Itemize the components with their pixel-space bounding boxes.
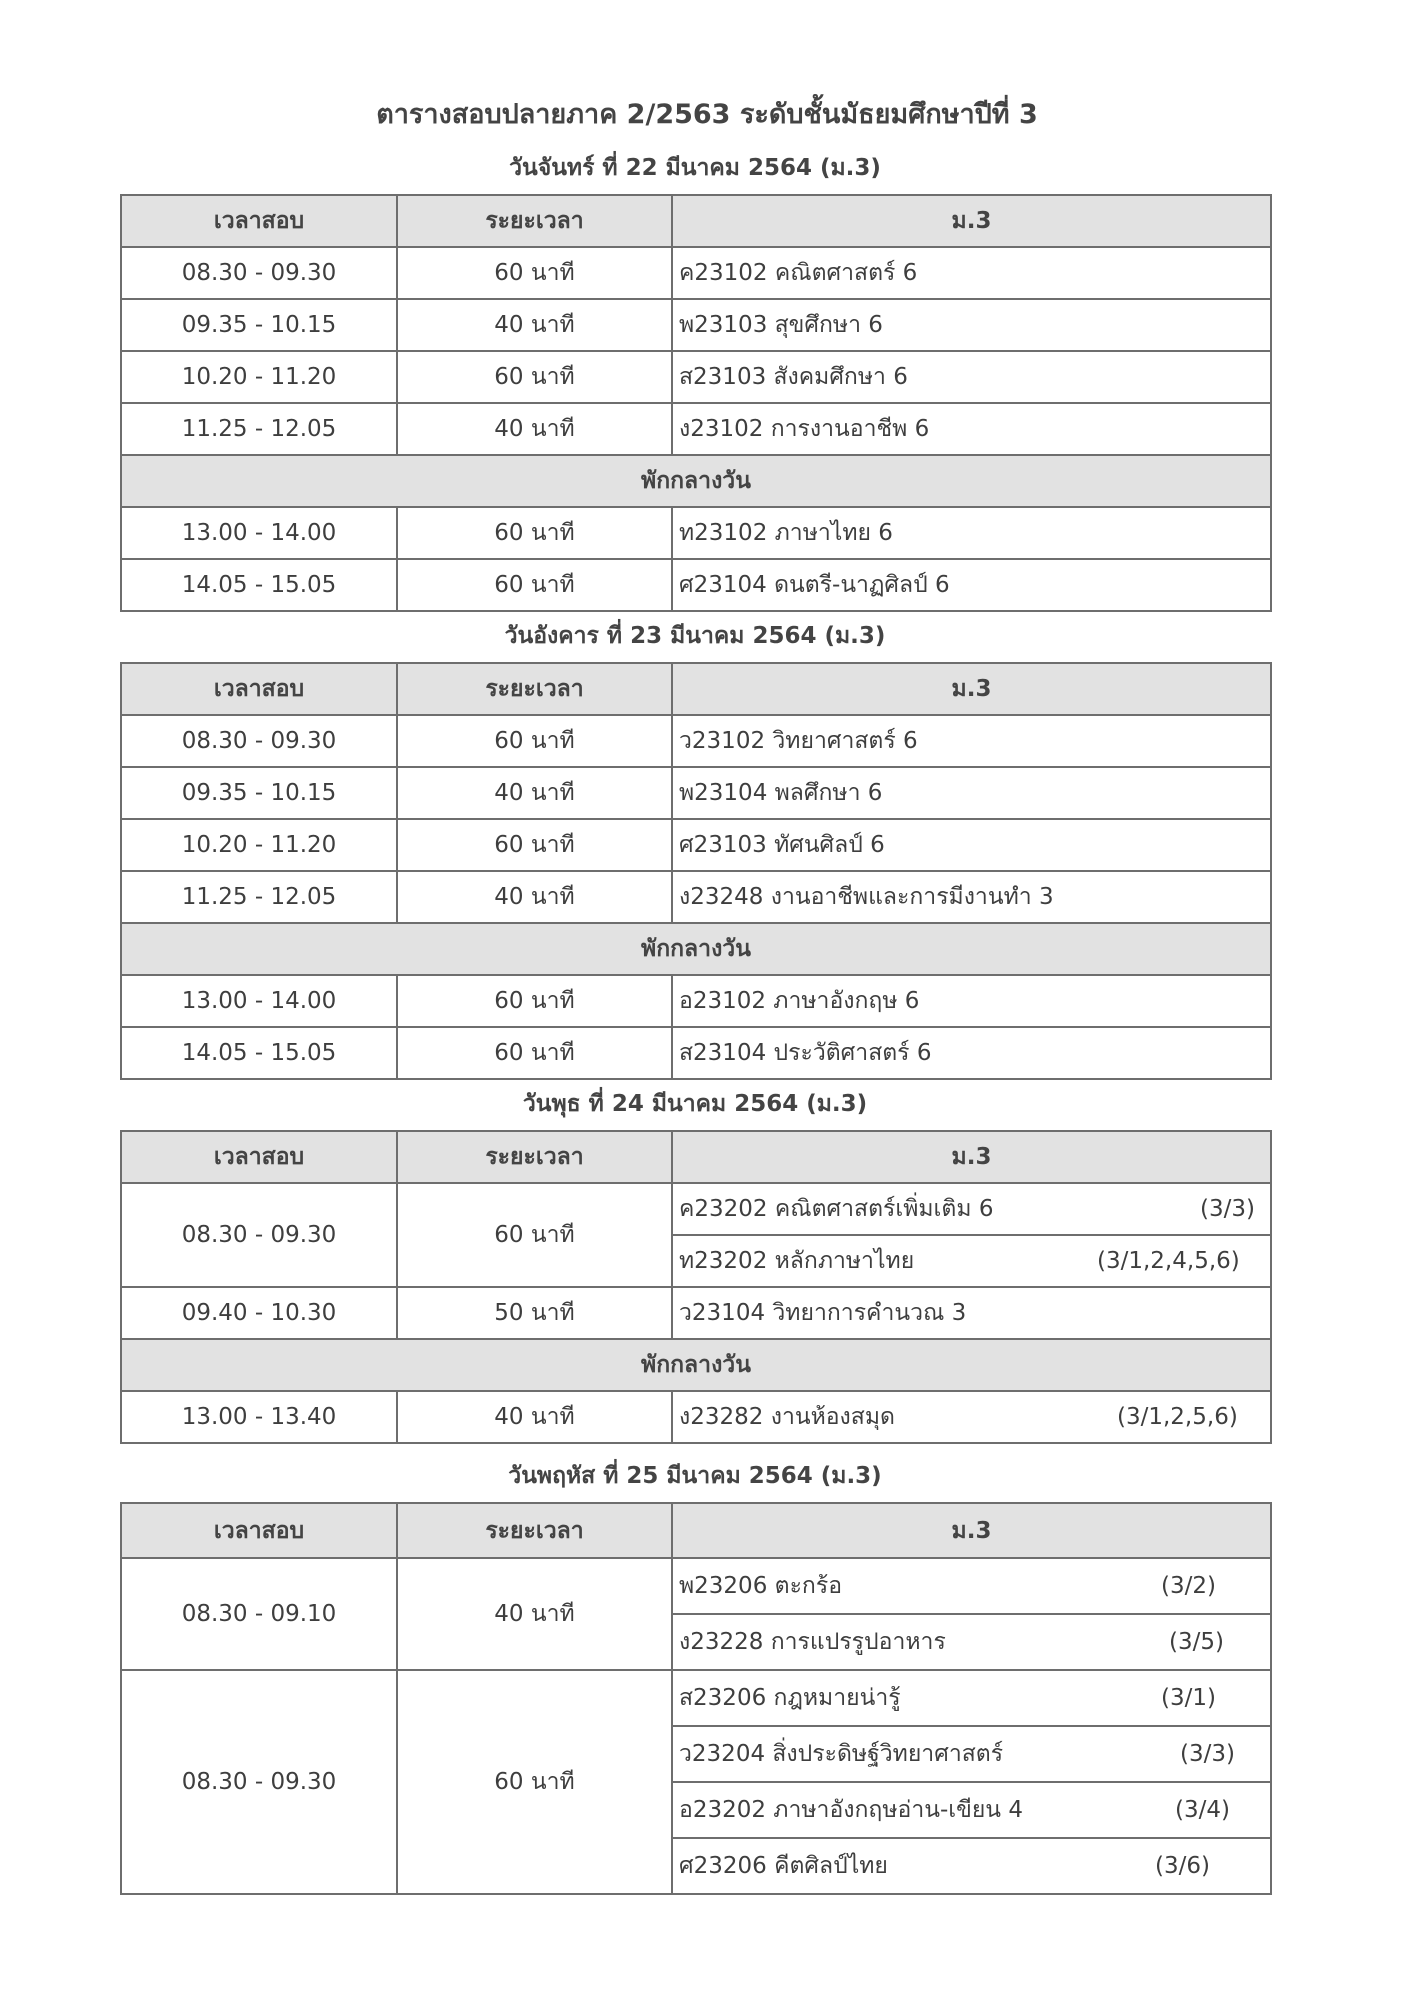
class-groups: (3/4) [1175, 1797, 1230, 1823]
table-row [121, 1391, 1271, 1443]
day-heading-wednesday: วันพุธ ที่ 24 มีนาคม 2564 (ม.3) [522, 1091, 868, 1117]
exam-subject: ส23104 ประวัติศาสตร์ 6 [672, 1027, 1271, 1079]
exam-subject: ว23104 วิทยาการคำนวณ 3 [672, 1287, 1271, 1339]
table-row [121, 403, 1271, 455]
exam-duration: 40 นาที [397, 1391, 672, 1443]
header-duration: ระยะเวลา [397, 663, 672, 715]
table-row [121, 507, 1271, 559]
exam-subject: อ23102 ภาษาอังกฤษ 6 [672, 975, 1271, 1027]
header-level: ม.3 [672, 1503, 1271, 1558]
header-time: เวลาสอบ [121, 1131, 397, 1183]
exam-subject: ง23102 การงานอาชีพ 6 [672, 403, 1271, 455]
exam-subject: ว23102 วิทยาศาสตร์ 6 [672, 715, 1271, 767]
table-row [121, 559, 1271, 611]
exam-duration: 60 นาที [397, 507, 672, 559]
exam-duration: 50 นาที [397, 1287, 672, 1339]
lunch-break-row [121, 923, 1271, 975]
exam-subject-cell [672, 1235, 1271, 1287]
exam-duration: 60 นาที [397, 975, 672, 1027]
exam-time: 08.30 - 09.30 [121, 1670, 397, 1894]
header-row [121, 663, 1271, 715]
exam-time: 14.05 - 15.05 [121, 1027, 397, 1079]
exam-time: 10.20 - 11.20 [121, 351, 397, 403]
exam-time: 13.00 - 13.40 [121, 1391, 397, 1443]
document-title: ตารางสอบปลายภาค 2/2563 ระดับชั้นมัธยมศึกษาปีที่ 3 [376, 99, 1038, 130]
class-groups: (3/3) [1180, 1741, 1235, 1767]
table-row [121, 1670, 1271, 1726]
exam-duration: 60 นาที [397, 715, 672, 767]
table-row [121, 975, 1271, 1027]
table-row [121, 247, 1271, 299]
table-row [121, 1558, 1271, 1614]
header-row [121, 195, 1271, 247]
header-level: ม.3 [672, 663, 1271, 715]
table-row [121, 1287, 1271, 1339]
exam-subject: ค23202 คณิตศาสตร์เพิ่มเติม 6 [679, 1196, 994, 1222]
exam-duration: 60 นาที [397, 351, 672, 403]
table-row [121, 715, 1271, 767]
schedule-table-thursday [120, 1502, 1272, 1895]
class-groups: (3/2) [1161, 1573, 1216, 1599]
day-heading-thursday: วันพฤหัส ที่ 25 มีนาคม 2564 (ม.3) [508, 1463, 882, 1489]
day-heading-tuesday: วันอังคาร ที่ 23 มีนาคม 2564 (ม.3) [504, 623, 886, 649]
exam-subject: ส23103 สังคมศึกษา 6 [672, 351, 1271, 403]
exam-subject: ง23282 งานห้องสมุด [679, 1404, 895, 1430]
exam-subject-cell [672, 1782, 1271, 1838]
exam-time: 08.30 - 09.30 [121, 247, 397, 299]
lunch-break-label: พักกลางวัน [121, 1339, 1271, 1391]
header-time: เวลาสอบ [121, 663, 397, 715]
table-row [121, 767, 1271, 819]
exam-subject-cell [672, 1726, 1271, 1782]
exam-time: 13.00 - 14.00 [121, 975, 397, 1027]
table-row [121, 871, 1271, 923]
class-groups: (3/1,2,5,6) [1117, 1404, 1238, 1430]
exam-duration: 40 นาที [397, 767, 672, 819]
lunch-break-label: พักกลางวัน [121, 455, 1271, 507]
class-groups: (3/5) [1169, 1629, 1224, 1655]
exam-time: 08.30 - 09.30 [121, 1183, 397, 1287]
exam-subject: ง23228 การแปรรูปอาหาร [679, 1629, 946, 1655]
header-row [121, 1503, 1271, 1558]
class-groups: (3/1,2,4,5,6) [1097, 1248, 1240, 1274]
lunch-break-row [121, 1339, 1271, 1391]
exam-time: 11.25 - 12.05 [121, 871, 397, 923]
table-row [121, 1183, 1271, 1235]
exam-time: 11.25 - 12.05 [121, 403, 397, 455]
exam-subject: พ23103 สุขศึกษา 6 [672, 299, 1271, 351]
exam-duration: 60 นาที [397, 1670, 672, 1894]
exam-duration: 60 นาที [397, 819, 672, 871]
header-time: เวลาสอบ [121, 1503, 397, 1558]
exam-duration: 60 นาที [397, 1183, 672, 1287]
header-duration: ระยะเวลา [397, 1503, 672, 1558]
exam-time: 09.35 - 10.15 [121, 299, 397, 351]
exam-subject-cell [672, 1391, 1271, 1443]
day-heading-monday: วันจันทร์ ที่ 22 มีนาคม 2564 (ม.3) [509, 155, 881, 181]
exam-subject: ค23102 คณิตศาสตร์ 6 [672, 247, 1271, 299]
exam-subject: ศ23103 ทัศนศิลป์ 6 [672, 819, 1271, 871]
exam-subject: ว23204 สิ่งประดิษฐ์วิทยาศาสตร์ [679, 1741, 1004, 1767]
class-groups: (3/3) [1200, 1196, 1255, 1222]
exam-time: 14.05 - 15.05 [121, 559, 397, 611]
exam-time: 08.30 - 09.10 [121, 1558, 397, 1670]
exam-subject: ท23102 ภาษาไทย 6 [672, 507, 1271, 559]
exam-subject-cell [672, 1183, 1271, 1235]
exam-subject: ง23248 งานอาชีพและการมีงานทำ 3 [672, 871, 1271, 923]
header-level: ม.3 [672, 1131, 1271, 1183]
exam-time: 09.40 - 10.30 [121, 1287, 397, 1339]
exam-duration: 40 นาที [397, 1558, 672, 1670]
exam-subject: ส23206 กฎหมายน่ารู้ [679, 1685, 901, 1711]
exam-subject-cell [672, 1558, 1271, 1614]
lunch-break-label: พักกลางวัน [121, 923, 1271, 975]
table-row [121, 299, 1271, 351]
exam-time: 10.20 - 11.20 [121, 819, 397, 871]
table-row [121, 819, 1271, 871]
exam-duration: 60 นาที [397, 559, 672, 611]
exam-subject-cell [672, 1670, 1271, 1726]
exam-subject: ศ23206 คีตศิลป์ไทย [679, 1853, 888, 1879]
exam-duration: 60 นาที [397, 1027, 672, 1079]
exam-duration: 40 นาที [397, 403, 672, 455]
table-row [121, 351, 1271, 403]
exam-time: 13.00 - 14.00 [121, 507, 397, 559]
schedule-table-monday [120, 194, 1272, 612]
exam-subject-cell [672, 1838, 1271, 1894]
schedule-table-tuesday [120, 662, 1272, 1080]
header-row [121, 1131, 1271, 1183]
exam-subject: พ23206 ตะกร้อ [679, 1573, 843, 1599]
exam-duration: 40 นาที [397, 871, 672, 923]
exam-time: 09.35 - 10.15 [121, 767, 397, 819]
exam-duration: 60 นาที [397, 247, 672, 299]
class-groups: (3/1) [1161, 1685, 1216, 1711]
header-level: ม.3 [672, 195, 1271, 247]
header-duration: ระยะเวลา [397, 195, 672, 247]
class-groups: (3/6) [1155, 1853, 1210, 1879]
schedule-table-wednesday [120, 1130, 1272, 1444]
exam-time: 08.30 - 09.30 [121, 715, 397, 767]
exam-subject-cell [672, 1614, 1271, 1670]
exam-subject: ท23202 หลักภาษาไทย [679, 1248, 915, 1274]
exam-duration: 40 นาที [397, 299, 672, 351]
exam-subject: อ23202 ภาษาอังกฤษอ่าน-เขียน 4 [679, 1797, 1023, 1823]
exam-subject: ศ23104 ดนตรี-นาฏศิลป์ 6 [672, 559, 1271, 611]
lunch-break-row [121, 455, 1271, 507]
table-row [121, 1027, 1271, 1079]
header-time: เวลาสอบ [121, 195, 397, 247]
header-duration: ระยะเวลา [397, 1131, 672, 1183]
exam-subject: พ23104 พลศึกษา 6 [672, 767, 1271, 819]
